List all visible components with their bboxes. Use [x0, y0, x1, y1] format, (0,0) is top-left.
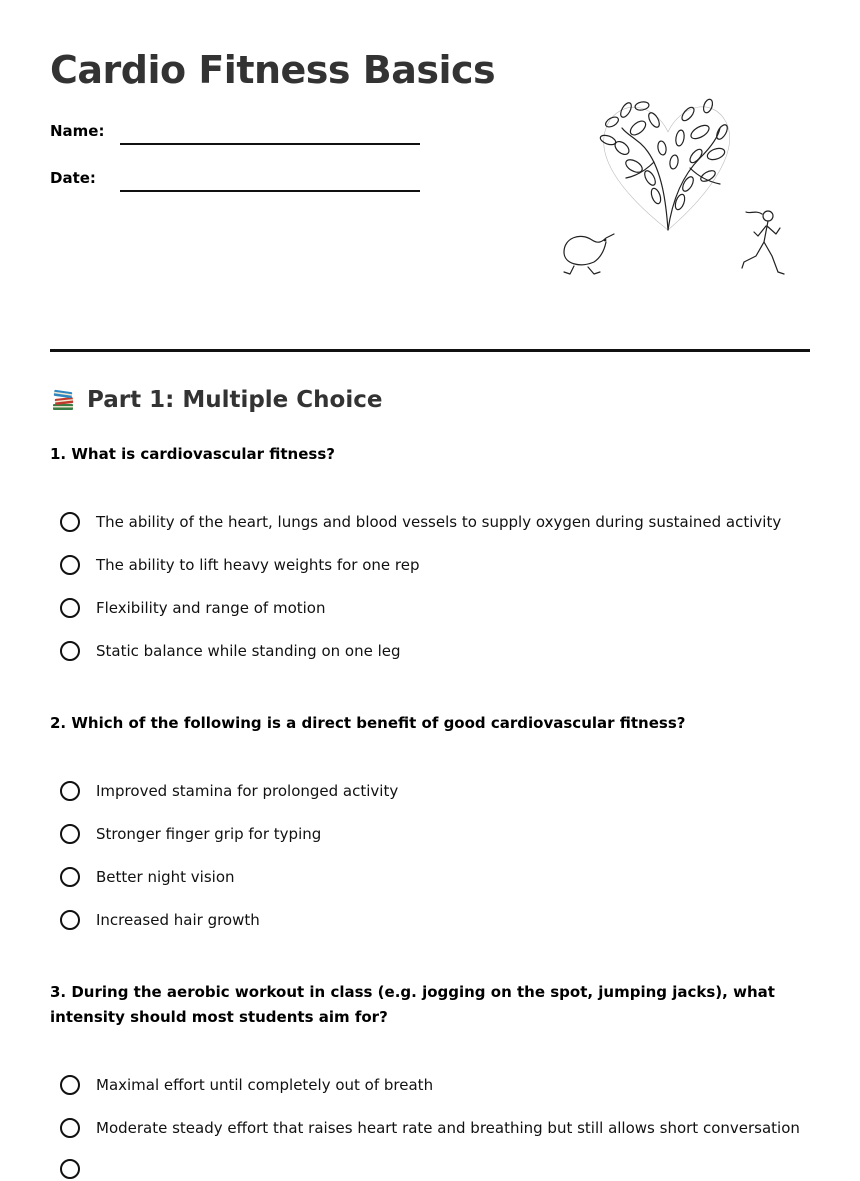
question-1-text: 1. What is cardiovascular fitness?	[50, 445, 335, 463]
radio-button[interactable]	[60, 1159, 80, 1179]
radio-button[interactable]	[60, 1118, 80, 1138]
option-label: The ability of the heart, lungs and blood vessels to supply oxygen during sustained activity	[96, 513, 782, 531]
question-2-option-1[interactable]	[60, 779, 398, 803]
radio-button[interactable]	[60, 1075, 80, 1095]
question-1-option-3[interactable]	[60, 596, 325, 620]
worksheet-title: Cardio Fitness Basics	[50, 48, 496, 92]
question-1-option-1[interactable]	[60, 510, 781, 534]
question-2-option-3[interactable]	[60, 865, 235, 889]
part1-heading	[50, 387, 382, 413]
question-2-text: 2. Which of the following is a direct benefit of good cardiovascular fitness?	[50, 714, 686, 732]
option-label: Improved stamina for prolonged activity	[96, 782, 399, 800]
option-label: Increased hair growth	[96, 911, 260, 929]
books-icon	[50, 387, 76, 413]
question-3-text: 3. During the aerobic workout in class (e.g. jogging on the spot, jumping jacks), what intensity should most students aim for?	[50, 983, 775, 1026]
question-3-option-2[interactable]	[60, 1116, 800, 1140]
option-label: Static balance while standing on one leg	[96, 642, 401, 660]
part1-heading-text: Part 1: Multiple Choice	[87, 387, 383, 413]
question-2-option-4[interactable]	[60, 908, 260, 932]
radio-button[interactable]	[60, 512, 80, 532]
option-label: Better night vision	[96, 868, 235, 886]
date-label: Date:	[50, 169, 96, 187]
runner-icon	[742, 211, 784, 274]
cardio-illustration	[550, 92, 800, 292]
option-label: Moderate steady effort that raises heart rate and breathing but still allows short conversation	[96, 1119, 800, 1137]
section-divider	[50, 349, 810, 352]
option-label: The ability to lift heavy weights for one rep	[96, 556, 420, 574]
name-field[interactable]	[120, 143, 420, 145]
kiwi-bird-icon	[564, 234, 614, 274]
option-label: Maximal effort until completely out of breath	[96, 1076, 434, 1094]
question-3-option-1[interactable]	[60, 1073, 433, 1097]
radio-button[interactable]	[60, 598, 80, 618]
radio-button[interactable]	[60, 910, 80, 930]
radio-button[interactable]	[60, 641, 80, 661]
leaf-heart-icon	[599, 98, 730, 230]
option-label: Stronger finger grip for typing	[96, 825, 322, 843]
question-2-option-2[interactable]	[60, 822, 321, 846]
name-label: Name:	[50, 122, 105, 140]
date-field[interactable]	[120, 190, 420, 192]
question-1-option-2[interactable]	[60, 553, 420, 577]
radio-button[interactable]	[60, 867, 80, 887]
option-label: Flexibility and range of motion	[96, 599, 326, 617]
radio-button[interactable]	[60, 781, 80, 801]
radio-button[interactable]	[60, 824, 80, 844]
question-1-option-4[interactable]	[60, 639, 401, 663]
radio-button[interactable]	[60, 555, 80, 575]
